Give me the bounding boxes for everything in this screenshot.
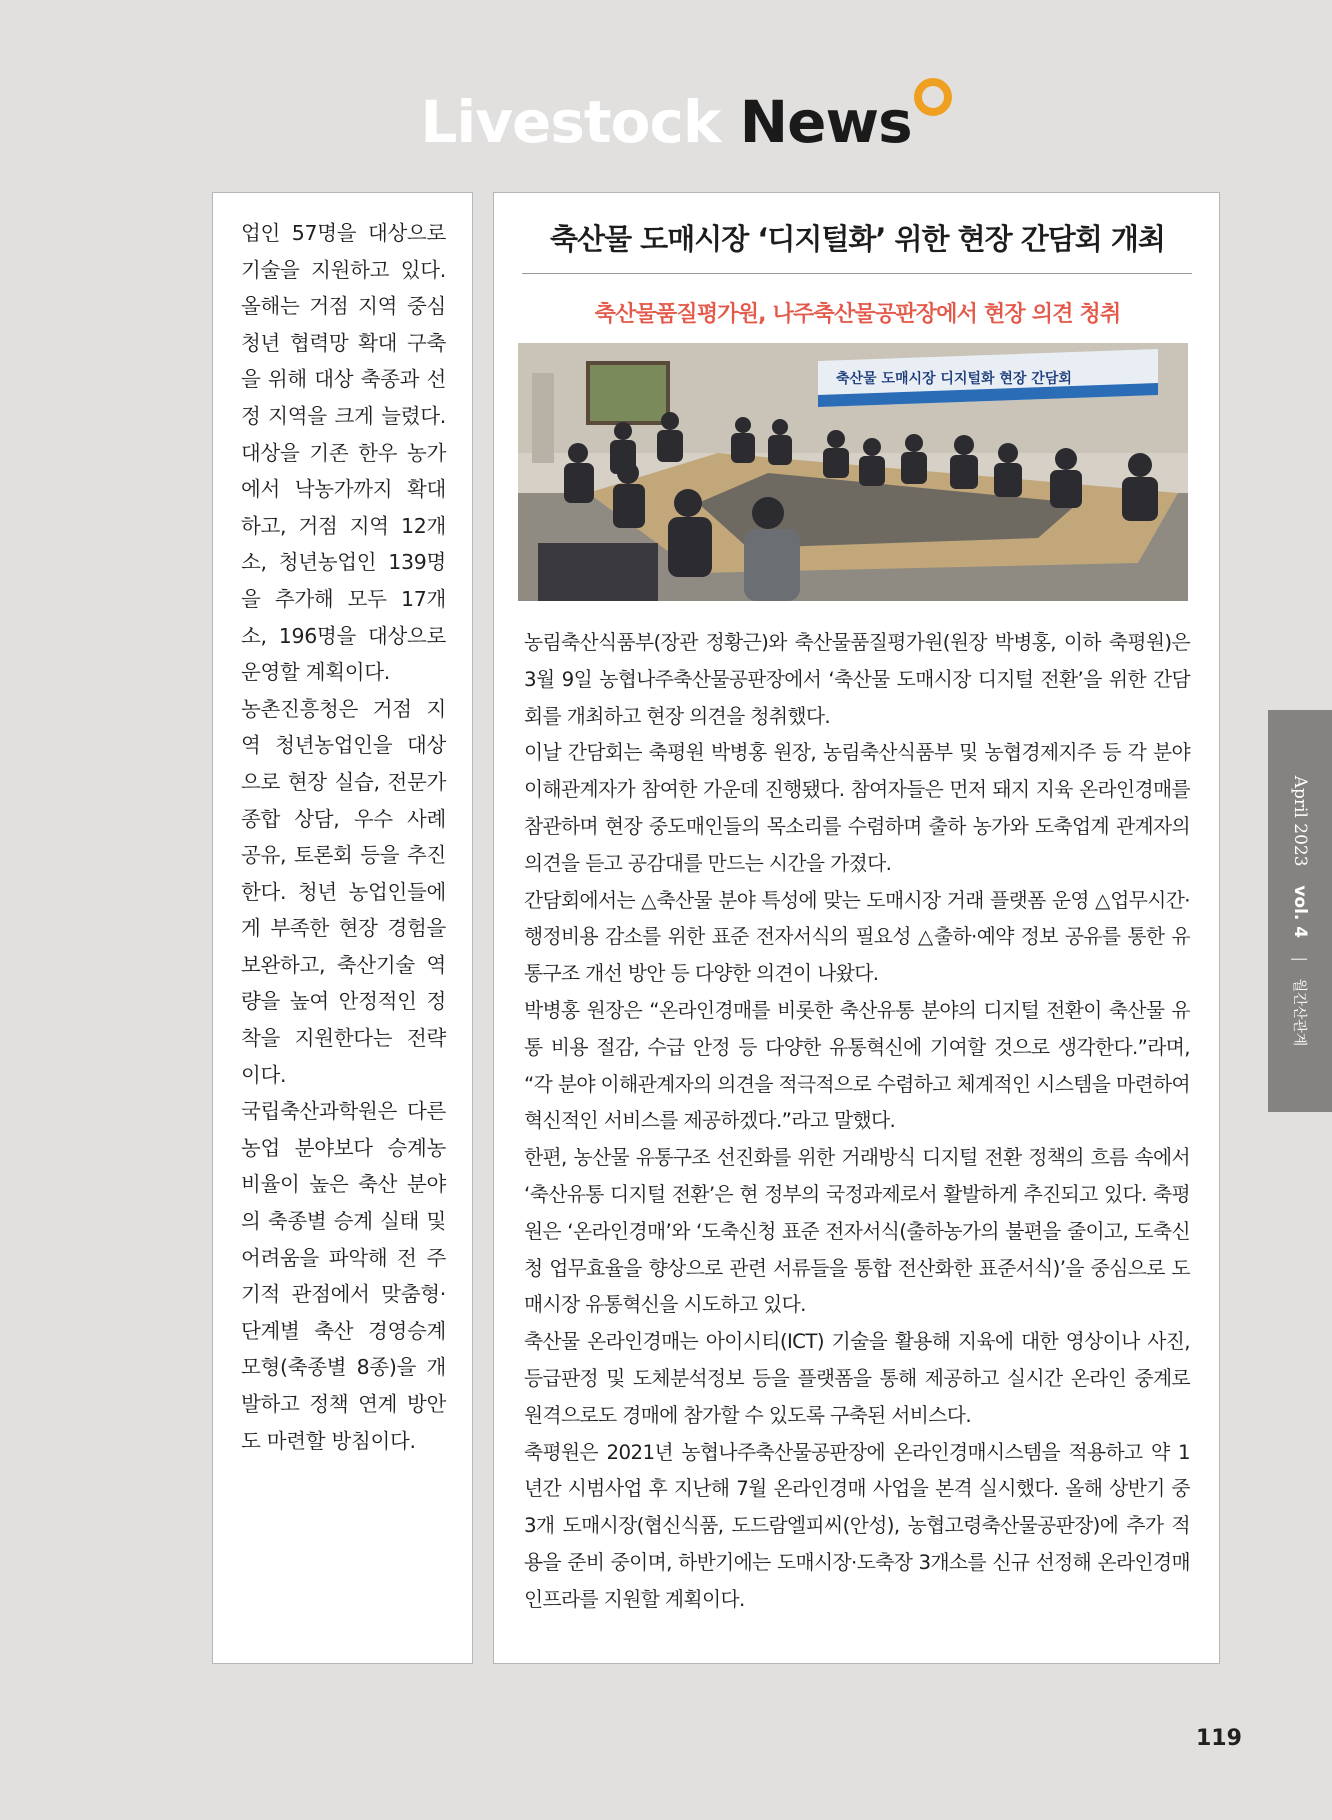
logo-dot-icon xyxy=(914,78,952,116)
left-paragraph: 국립축산과학원은 다른 농업 분야보다 승계농 비율이 높은 축산 분야의 축종별 승계 실태 및 어려움을 파악해 전 주기적 관점에서 맞춤형·단계별 축산 경영승계 모형(축종별 8종)을 개발하고 정책 연계 방안도 마련할 방침이다. xyxy=(241,1099,446,1453)
meeting-photo xyxy=(518,343,1188,601)
article-paragraph: 농림축산식품부(장관 정황근)와 축산물품질평가원(원장 박병홍, 이하 축평원)은 3월 9일 농협나주축산물공판장에서 ‘축산물 도매시장 디지털 전환’을 위한 간담회를 개최하고 현장 의견을 청취했다. xyxy=(524,631,1190,728)
article-paragraph: 박병홍 원장은 “온라인경매를 비롯한 축산유통 분야의 디지털 전환이 축산물 유통 비용 절감, 수급 안정 등 다양한 유통혁신에 기여할 것으로 생각한다.”라며, “각 분야 이해관계자의 의견을 적극적으로 수렴하고 체계적인 시스템을 마련하여 혁신적인 서비스를 제공하겠다.”라고 말했다. xyxy=(524,998,1190,1133)
article-paragraph: 축산물 온라인경매는 아이시티(ICT) 기술을 활용해 지육에 대한 영상이나 사진, 등급판정 및 도체분석정보 등을 플랫폼을 통해 제공하고 실시간 온라인 중계로 원격으로도 경매에 참가할 수 있도록 구축된 서비스다. xyxy=(524,1330,1190,1427)
left-paragraph: 농촌진흥청은 거점 지역 청년농업인을 대상으로 현장 실습, 전문가 종합 상담, 우수 사례 공유, 토론회 등을 추진한다. 청년 농업인들에게 부족한 현장 경험을 보완하고, 축산기술 역량을 높여 안정적인 정착을 지원한다는 전략이다. xyxy=(241,696,446,1087)
masthead-word-news: News xyxy=(739,88,912,156)
left-paragraph: 업인 57명을 대상으로 기술을 지원하고 있다. 올해는 거점 지역 중심 청년 협력망 확대 구축을 위해 대상 축종과 선정 지역을 크게 늘렸다. 대상을 기존 한우 농가에서 낙농가까지 확대하고, 거점 지역 12개소, 청년농업인 139명을 추가해 모두 17개소, 196명을 대상으로 운영할 계획이다. xyxy=(241,221,446,685)
masthead-logo xyxy=(0,88,1332,156)
article-paragraph: 간담회에서는 △축산물 분야 특성에 맞는 도매시장 거래 플랫폼 운영 △업무시간·행정비용 감소를 위한 표준 전자서식의 필요성 △출하·예약 정보 공유를 통한 유통구조 개선 방안 등 다양한 의견이 나왔다. xyxy=(524,888,1190,986)
issue-volume: vol. 4 xyxy=(1290,885,1310,939)
issue-side-tab xyxy=(1268,710,1332,1112)
article-paragraph: 축평원은 2021년 농협나주축산물공판장에 온라인경매시스템을 적용하고 약 1년간 시범사업 후 지난해 7월 온라인경매 사업을 본격 실시했다. 올해 상반기 중 3개 도매시장(협신식품, 도드람엘피씨(안성), 농협고령축산물공판장)에 추가 적용을 준비 중이며, 하반기에는 도매시장·도축장 3개소를 신규 선정해 온라인경매 인프라를 지원할 계획이다. xyxy=(524,1440,1190,1611)
magazine-name: 월간산관계 xyxy=(1291,978,1307,1047)
article-paragraph: 한편, 농산물 유통구조 선진화를 위한 거래방식 디지털 전환 정책의 흐름 속에서 ‘축산유통 디지털 전환’은 현 정부의 국정과제로서 활발하게 추진되고 있다. 축평원은 ‘온라인경매’와 ‘도축신청 표준 전자서식(출하농가의 불편을 줄이고, 도축신청 업무효율을 향상으로 관련 서류들을 통합 전산화한 표준서식)’을 중심으로 도매시장 유통혁신을 시도하고 있다. xyxy=(524,1146,1190,1317)
article-subheadline: 축산물품질평가원, 나주축산물공판장에서 현장 의견 청취 xyxy=(594,302,1121,327)
article-panel xyxy=(493,192,1220,1664)
article-headline: 축산물 도매시장 ‘디지털화’ 위한 현장 간담회 개최 xyxy=(550,222,1165,256)
left-column-panel xyxy=(212,192,473,1664)
article-paragraph: 이날 간담회는 축평원 박병홍 원장, 농림축산식품부 및 농협경제지주 등 각 분야 이해관계자가 참여한 가운데 진행됐다. 참여자들은 먼저 돼지 지육 온라인경매를 참관하며 현장 중도매인들의 목소리를 수렴하며 출하 농가와 도축업계 관계자의 의견을 듣고 공감대를 만드는 시간을 가졌다. xyxy=(524,741,1190,875)
tab-divider xyxy=(1292,959,1308,960)
headline-divider xyxy=(522,273,1192,274)
masthead-word-livestock: Livestock xyxy=(420,88,721,156)
issue-date: April 2023 xyxy=(1290,775,1310,867)
page-number: 119 xyxy=(1196,1726,1242,1751)
article-body xyxy=(524,625,1190,1619)
photo-banner-text: 축산물 도매시장 디지털화 현장 간담회 xyxy=(836,371,1072,387)
